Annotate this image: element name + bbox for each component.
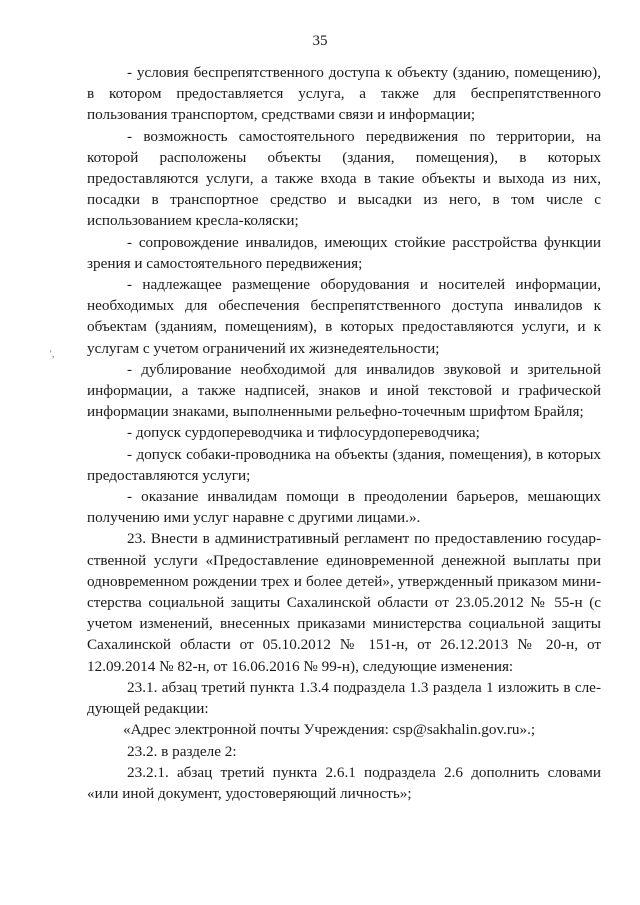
paragraph-assistance: - оказание инвалидам помощи в преодолении барьеров, мешающих получению ими услуг наравне с другими лицами.». (87, 488, 601, 527)
margin-mark: '‚ (50, 349, 55, 359)
paragraph-information-duplication: - дублирование необходимой для инвалидов звуковой и зрительной информации, а также надписей, знаков и иной текстовой и графической информации знаками, выполненными рельефно-точечным шрифтом Брайля; (87, 360, 601, 421)
paragraph-equipment-placement: - надлежащее размещение оборудования и носителей информации, необходимых для обеспечения беспрепятственного доступа инвалидов к объектам (зданиям, помещениям), в которых предоставляются услуги, и к услугам с учетом ограничений их жизнедеятельности; (87, 276, 601, 357)
paragraph-item-23-2-1: 23.2.1. абзац третий пункта 2.6.1 подраздела 2.6 дополнить словами «или иной документ, удостоверяющий личность»; (87, 763, 601, 802)
paragraph-guide-dog: - допуск собаки-проводника на объекты (здания, помещения), в которых предоставляются услуги; (87, 445, 601, 484)
paragraph-item-23-2: 23.2. в разделе 2: (127, 742, 237, 760)
paragraph-independent-movement: - возможность самостоятельного передвижения по территории, на которой расположены объекты (здания, помещения), в которых предоставляются услуги, а также входа в такие объекты и выхода из них, посадки в транспортное средство и высадки из него, в том числе с использованием кресла-коляски; (87, 127, 601, 230)
paragraph-escort: - сопровождение инвалидов, имеющих стойкие расстройства функции зрения и самостоятельного передвижения; (87, 233, 601, 272)
paragraph-interpreter-admission: - допуск сурдопереводчика и тифлосурдопереводчика; (127, 424, 480, 442)
paragraph-email-address: «Адрес электронной почты Учреждения: csp@sakhalin.gov.ru».; (123, 721, 536, 739)
paragraph-item-23: 23. Внести в административный регламент по предоставлению государственной услуги «Предоставление единовременной денежной выплаты при одновременном рождении трех и более детей», утвержденный приказом министерства социальной защиты Сахалинской области от 23.05.2012 № 55-н (с учетом изменений, внесенных приказами министерства социальной защиты Сахалинской области от 05.10.2012 № 151-н, от 26.12.2013 № 20-н, от 12.09.2014 № 82-н, от 16.06.2016 № 99-н), следующие изменения: (87, 530, 601, 675)
document-body (87, 62, 601, 804)
paragraph-item-23-1: 23.1. абзац третий пункта 1.3.4 подраздела 1.3 раздела 1 изложить в следующей редакции: (87, 678, 601, 718)
paragraph-access-conditions: - условия беспрепятственного доступа к объекту (зданию, помещению), в котором предоставляется услуга, а также для беспрепятственного пользования транспортом, средствами связи и информации; (87, 64, 601, 124)
page-number: 35 (312, 33, 328, 49)
